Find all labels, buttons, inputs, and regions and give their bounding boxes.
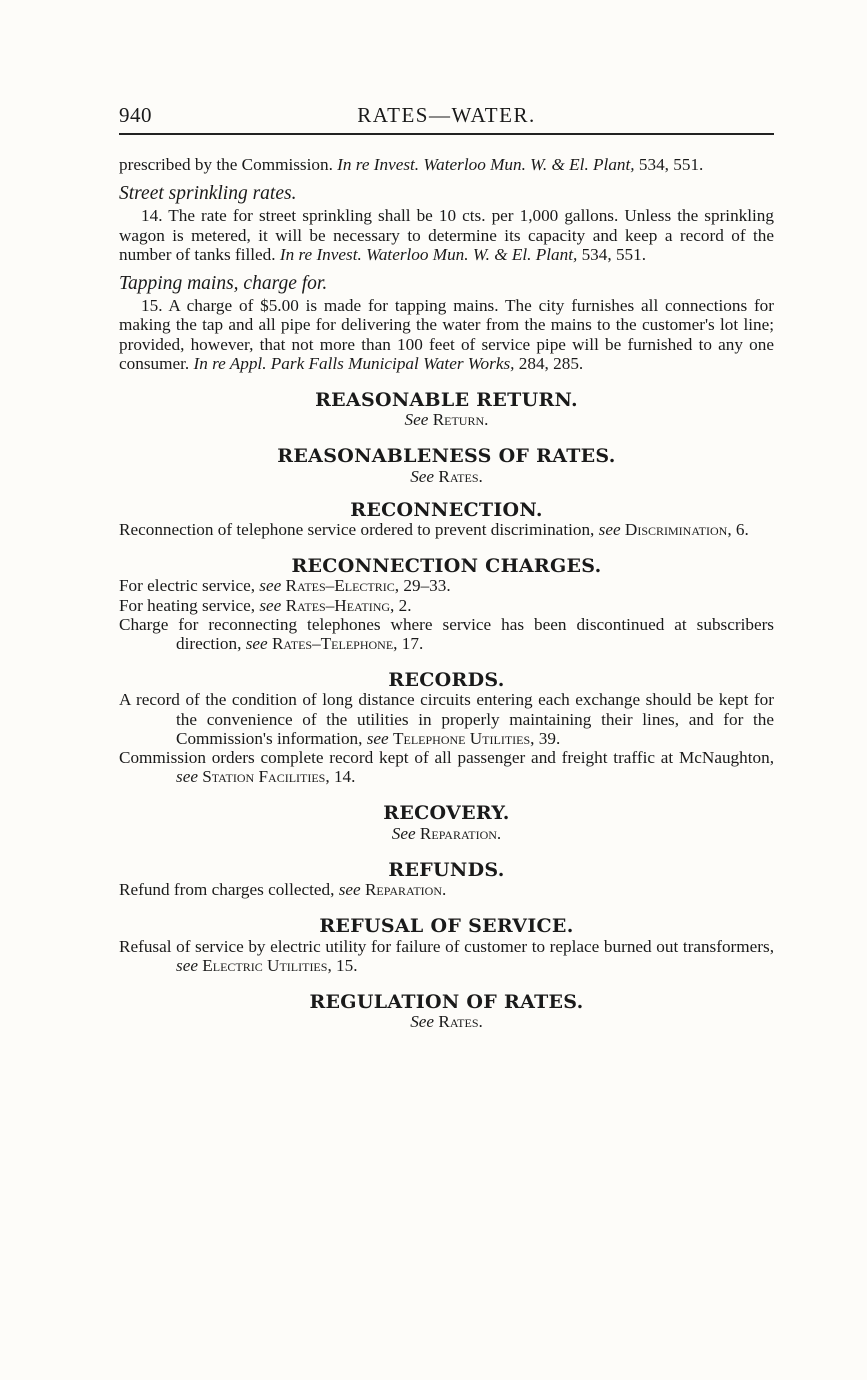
index-entry: Refusal of service by electric utility for failure of customer to replace burned out transformers, see Electric Utilities, 15. (119, 936, 774, 975)
page-number: 940 (119, 103, 152, 127)
running-header (119, 103, 774, 135)
paragraph-14: 14. The rate for street sprinkling shall be 10 cts. per 1,000 gallons. Unless the sprinkling wagon is metered, it will be necessary to determine its capacity and keep a record of the number of tanks filled. In re Invest. Waterloo Mun. W. & El. Plant, 534, 551. (119, 206, 774, 264)
subheading-tapping-mains: Tapping mains, charge for. (119, 273, 328, 295)
cross-reference-link: Telephone Utilities, (392, 728, 535, 748)
cross-reference-link: Rates–Heating, (285, 595, 395, 615)
running-title: RATES—WATER. (357, 103, 536, 127)
citation: In re Appl. Park Falls Municipal Water Works, (193, 353, 515, 373)
cross-reference-link: Rates. (438, 466, 483, 486)
index-entry: For electric service, see Rates–Electric, 29–33. (119, 576, 451, 596)
heading-reasonable-return: REASONABLE RETURN. (315, 389, 578, 412)
cross-reference-link: Station Facilities, (202, 767, 330, 787)
heading-regulation-of-rates: REGULATION OF RATES. (309, 990, 584, 1013)
subheading-street-sprinkling: Street sprinkling rates. (119, 183, 297, 205)
index-entry: Refund from charges collected, see Reparation. (119, 880, 447, 900)
citation: In re Invest. Waterloo Mun. W. & El. Plant, (279, 244, 578, 264)
heading-refunds: REFUNDS. (388, 858, 505, 881)
index-entry: Commission orders complete record kept of all passenger and freight traffic at McNaughton, see Station Facilities, 14. (119, 748, 774, 787)
index-entry: For heating service, see Rates–Heating, 2. (119, 595, 412, 615)
continued-paragraph: prescribed by the Commission. In re Invest. Waterloo Mun. W. & El. Plant, 534, 551. (119, 155, 704, 174)
paragraph-15: 15. A charge of $5.00 is made for tapping mains. The city furnishes all connections for making the tap and all pipe for delivering the water from the mains to the customer's lot line; provided, however, that not more than 100 feet of service pipe will be furnished to any one consumer. In re Appl. Park Falls Municipal Water Works, 284, 285. (119, 296, 775, 373)
heading-reconnection: RECONNECTION. (350, 498, 543, 521)
cross-reference: See Reparation. (391, 823, 502, 843)
heading-records: RECORDS. (388, 669, 505, 692)
cross-reference: See Return. (404, 410, 489, 430)
cross-reference-link: Reparation. (364, 880, 447, 900)
cross-reference-link: Rates. (438, 1012, 483, 1032)
index-entry: Charge for reconnecting telephones where service has been discontinued at subscribers direction, see Rates–Telephone, 17. (119, 614, 774, 654)
heading-refusal-of-service: REFUSAL OF SERVICE. (319, 915, 574, 938)
heading-recovery: RECOVERY. (383, 802, 510, 825)
heading-reconnection-charges: RECONNECTION CHARGES. (291, 555, 602, 578)
page-body (119, 155, 774, 1031)
heading-reasonableness-of-rates: REASONABLENESS OF RATES. (277, 445, 616, 468)
index-entry: Reconnection of telephone service ordered to prevent discrimination, see Discrimination, 6. (119, 520, 749, 540)
cross-reference-link: Electric Utilities, (202, 955, 332, 975)
cross-reference-link: Discrimination, (624, 520, 732, 540)
cross-reference: See Rates. (410, 466, 483, 486)
cross-reference: See Rates. (410, 1012, 483, 1032)
cross-reference-link: Rates–Electric, (285, 576, 400, 596)
index-entry: A record of the condition of long distance circuits entering each exchange should be kept for the convenience of the utilities in properly maintaining their lines, and for the Commission's information, see Telephone Utilities, 39. (119, 690, 774, 748)
cross-reference-link: Rates–Telephone, (271, 634, 398, 654)
cross-reference-link: Reparation. (419, 823, 502, 843)
cross-reference-link: Return. (432, 410, 489, 430)
citation: In re Invest. Waterloo Mun. W. & El. Plant, (337, 155, 635, 174)
